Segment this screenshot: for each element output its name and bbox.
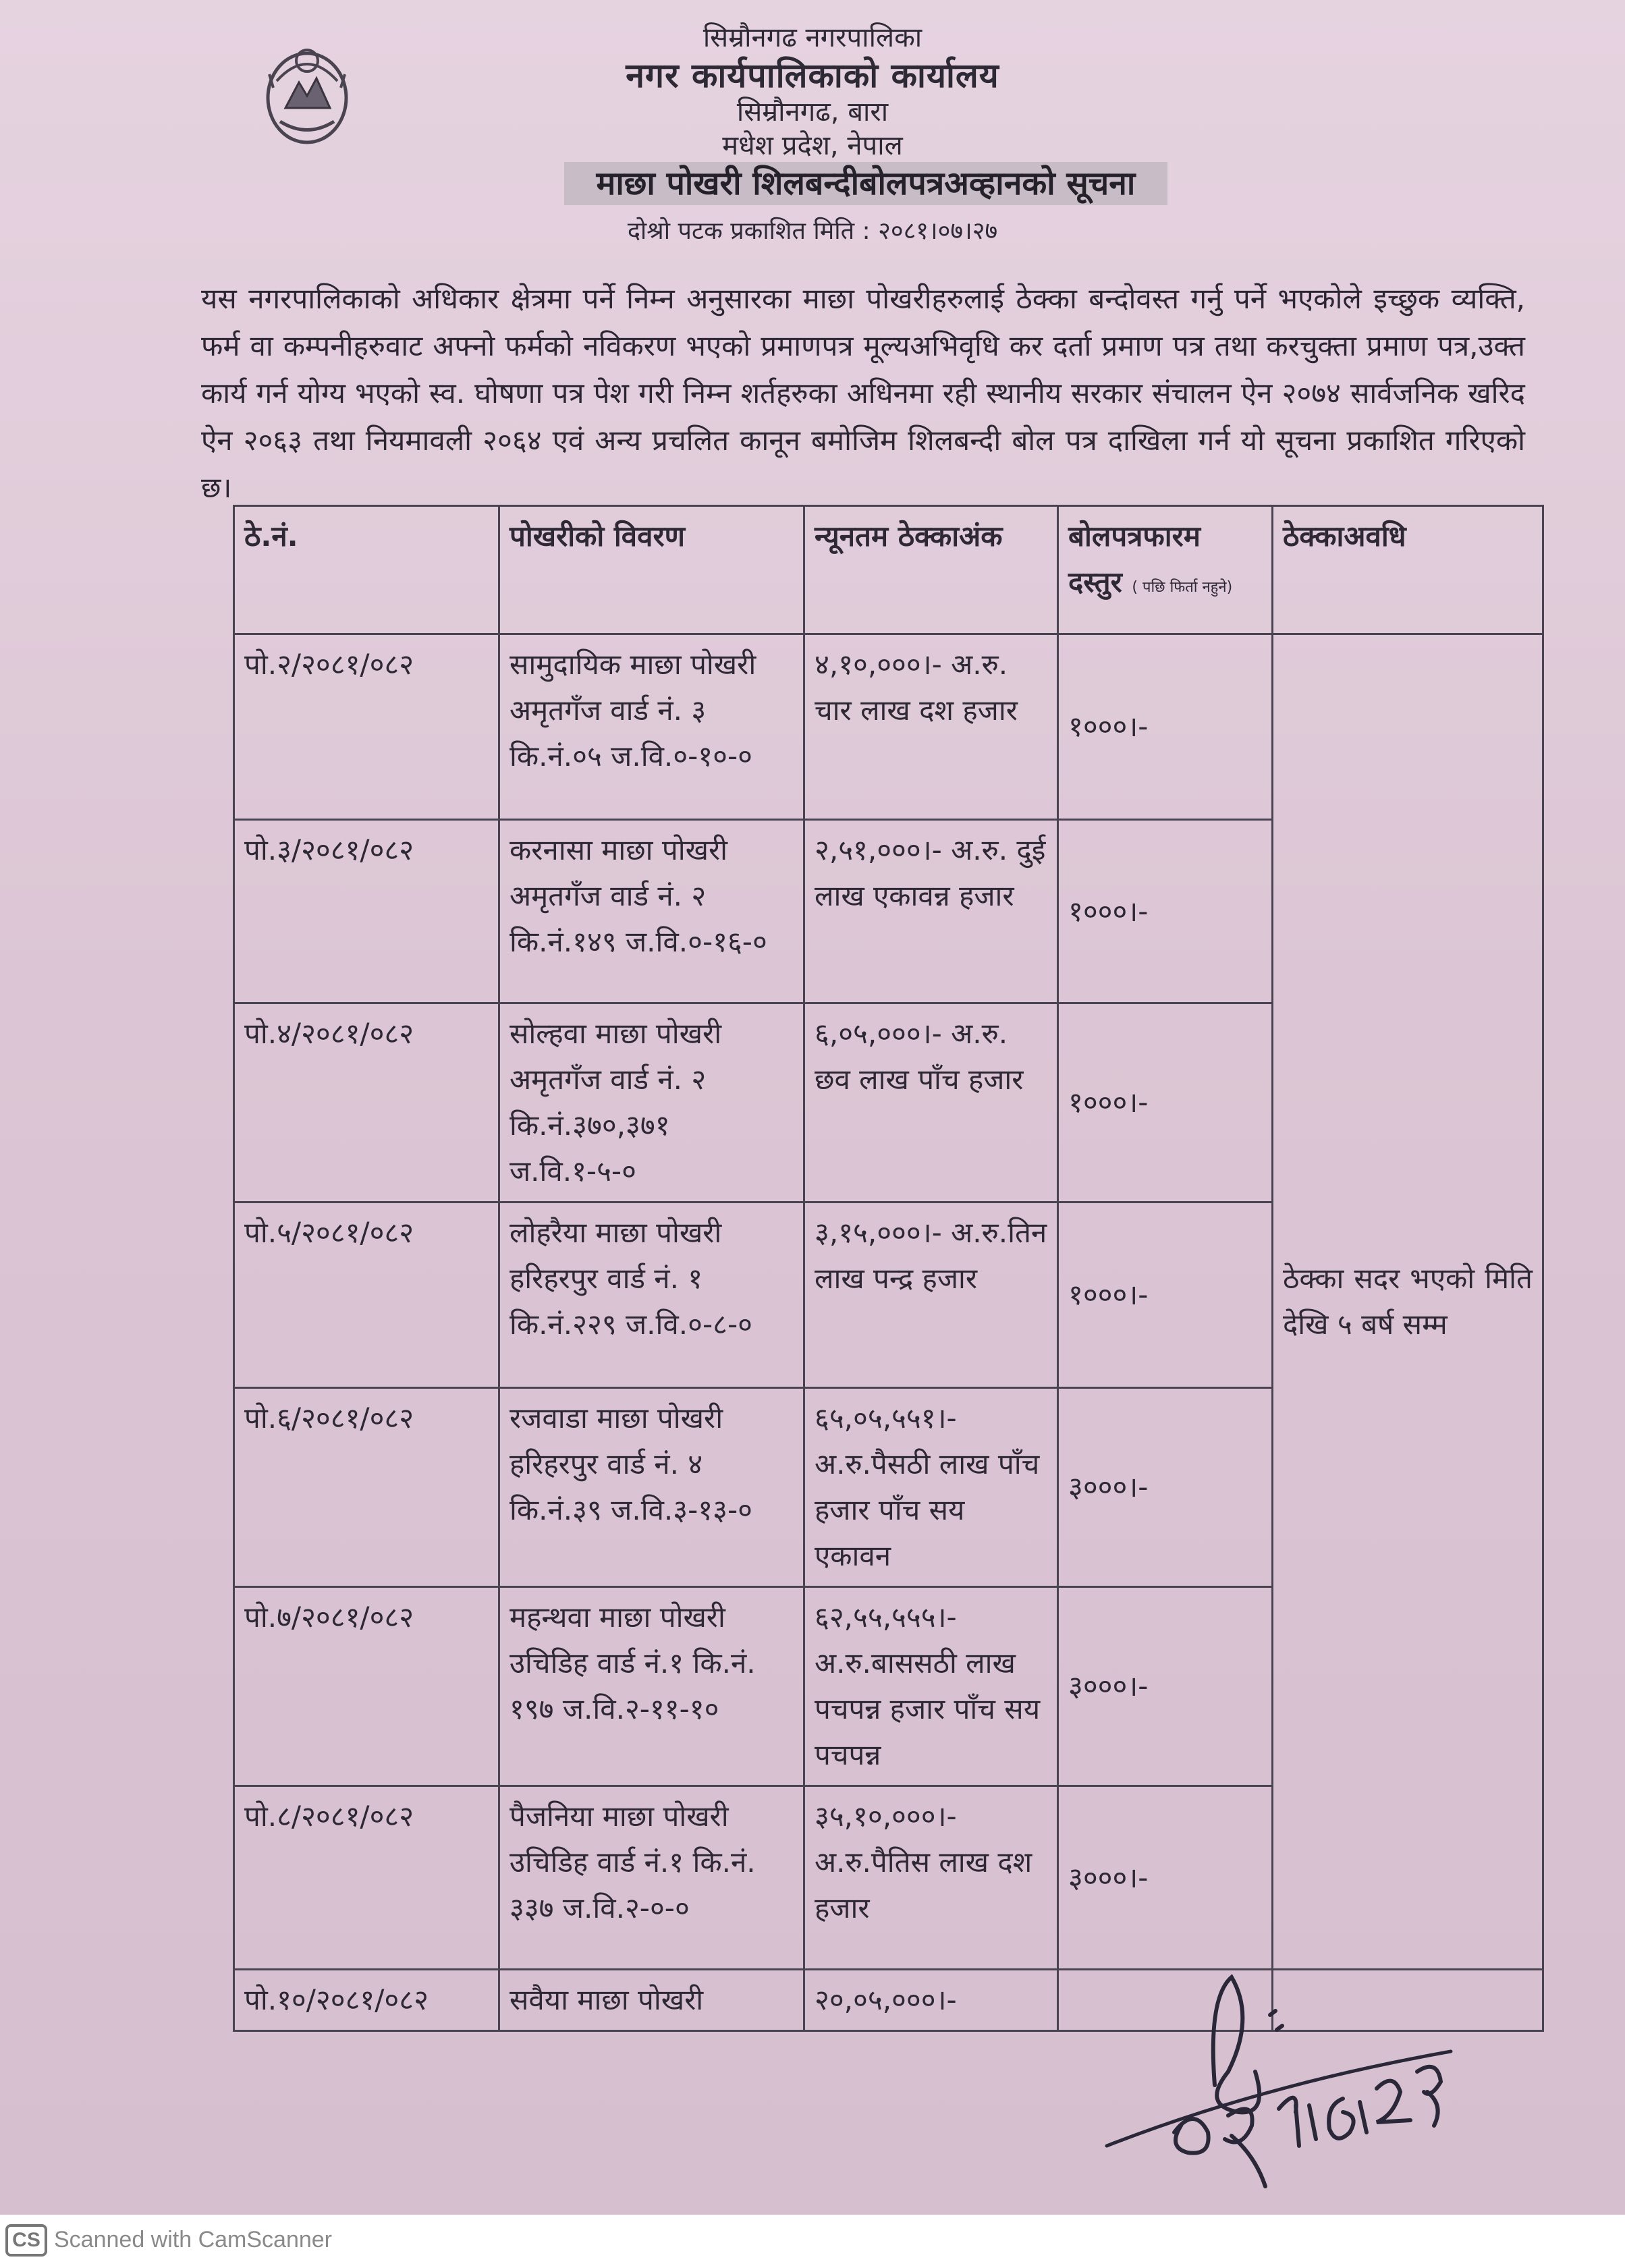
row-sn: पो.१०/२०८१/०८२ [234,1970,499,2031]
row-min-amount: ६५,०५,५५१।- अ.रु.पैसठी लाख पाँच हजार पाँच सय एकावन [804,1388,1058,1587]
row-description: रजवाडा माछा पोखरी हरिहरपुर वार्ड नं. ४ कि.नं.३९ ज.वि.३-१३-० [499,1388,804,1587]
row-min-amount: ३,१५,०००।- अ.रु.तिन लाख पन्द्र हजार [804,1202,1058,1388]
office-location: सिम्रौनगढ, बारा [736,96,889,128]
row-min-amount: ३५,१०,०००।- अ.रु.पैतिस लाख दश हजार [804,1786,1058,1970]
row-description: सामुदायिक माछा पोखरी अमृतगँज वार्ड नं. ३ कि.नं.०५ ज.वि.०-१०-० [499,634,804,820]
notice-title: माछा पोखरी शिलबन्दीबोलपत्रअव्हानको सूचना [564,162,1167,205]
row-min-amount: २,५१,०००।- अ.रु. दुई लाख एकावन्न हजार [804,820,1058,1003]
pond-contract-table [233,505,1544,2032]
row-description: करनासा माछा पोखरी अमृतगँज वार्ड नं. २ कि.नं.१४९ ज.वि.०-१६-० [499,820,804,1003]
row-form-fee: ३०००।- [1058,1587,1273,1786]
row-sn: पो.२/२०८१/०८२ [234,634,499,820]
row-sn: पो.८/२०८१/०८२ [234,1786,499,1970]
row-sn: पो.७/२०८१/०८२ [234,1587,499,1786]
municipality-name: सिम्रौनगढ नगरपालिका [703,22,922,53]
row-description: लोहरैया माछा पोखरी हरिहरपुर वार्ड नं. १ कि.नं.२२९ ज.वि.०-८-० [499,1202,804,1388]
row-description: सवैया माछा पोखरी [499,1970,804,2031]
header-description: पोखरीको विवरण [499,506,804,634]
row-sn: पो.६/२०८१/०८२ [234,1388,499,1587]
row-min-amount: ४,१०,०००।- अ.रु. चार लाख दश हजार [804,634,1058,820]
row-sn: पो.३/२०८१/०८२ [234,820,499,1003]
header-sn: ठे.नं. [234,506,499,634]
table-row [234,634,1543,820]
row-form-fee: १०००।- [1058,1003,1273,1202]
row-min-amount: ६,०५,०००।- अ.रु. छव लाख पाँच हजार [804,1003,1058,1202]
row-min-amount: ६२,५५,५५५।- अ.रु.बाससठी लाख पचपन्न हजार पाँच सय पचपन्न [804,1587,1058,1786]
row-form-fee: १०००।- [1058,820,1273,1003]
row-description: पैजनिया माछा पोखरी उचिडिह वार्ड नं.१ कि.नं. ३३७ ज.वि.२-०-० [499,1786,804,1970]
header-form-fee-label: बोलपत्रफारम दस्तुर [1068,520,1201,599]
row-min-amount: २०,०५,०००।- [804,1970,1058,2031]
office-province: मधेश प्रदेश, नेपाल [722,130,903,161]
publication-date: दोश्रो पटक प्रकाशित मिति : २०८१।०७।२७ [627,217,998,245]
row-description: सोल्हवा माछा पोखरी अमृतगँज वार्ड नं. २ कि.नं.३७०,३७१ ज.वि.१-५-० [499,1003,804,1202]
row-form-fee: १०००।- [1058,634,1273,820]
row-description: महन्थवा माछा पोखरी उचिडिह वार्ड नं.१ कि.नं. १९७ ज.वि.२-११-१० [499,1587,804,1786]
handwritten-signature [1093,1970,1471,2193]
header-period: ठेक्काअवधि [1273,506,1543,634]
header-form-fee-note: ( पछि फिर्ता नहुने) [1132,579,1233,596]
contract-period: ठेक्का सदर भएको मिति देखि ५ बर्ष सम्म [1273,634,1543,1970]
notice-paragraph: यस नगरपालिकाको अधिकार क्षेत्रमा पर्ने निम्न अनुसारका माछा पोखरीहरुलाई ठेक्का बन्दोवस्त गर्नु पर्ने भएकोले इच्छुक व्यक्ति, फर्म वा कम्पनीहरुवाट अफ्नो फर्मको नविकरण भएको प्रमाणपत्र मूल्यअभिवृधि कर दर्ता प्रमाण पत्र तथा करचुक्ता प्रमाण पत्र,उक्त कार्य गर्न योग्य भएको स्व. घोषणा पत्र पेश गरी निम्न शर्तहरुका अधिनमा रही स्थानीय सरकार संचालन ऐन २०७४ सार्वजनिक खरिद ऐन २०६३ तथा नियमावली २०६४ एवं अन्य प्रचलित कानून बमोजिम शिलबन्दी बोल पत्र दाखिला गर्न यो सूचना प्रकाशित गरिएको छ। [201,282,1525,504]
camscanner-label: Scanned with CamScanner [54,2227,333,2252]
row-form-fee: ३०००।- [1058,1786,1273,1970]
header-form-fee [1058,506,1273,634]
camscanner-logo: CS [5,2224,47,2257]
row-sn: पो.४/२०८१/०८२ [234,1003,499,1202]
office-name: नगर कार्यपालिकाको कार्यालय [626,56,999,95]
header-min-amount: न्यूनतम ठेक्काअंक [804,506,1058,634]
row-form-fee: ३०००।- [1058,1388,1273,1587]
row-sn: पो.५/२०८१/०८२ [234,1202,499,1388]
table-header-row [234,506,1543,634]
row-form-fee: १०००।- [1058,1202,1273,1388]
